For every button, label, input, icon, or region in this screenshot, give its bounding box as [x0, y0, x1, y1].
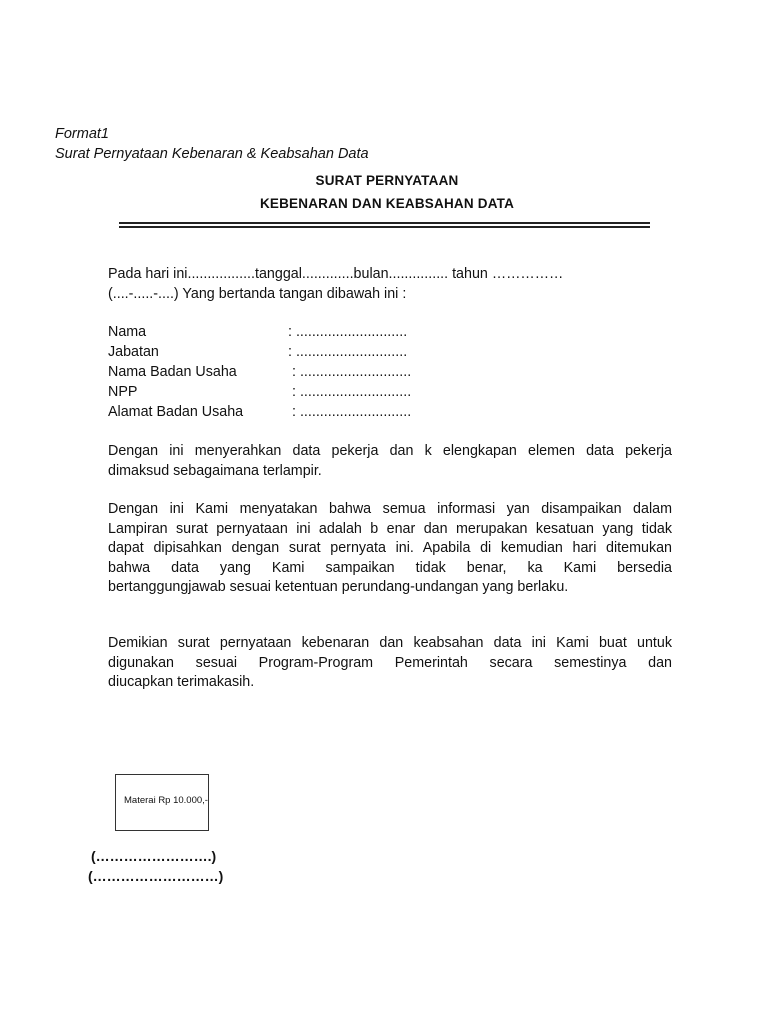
intro-line-1: Pada hari ini.................tanggal.............bulan............... tahun …………… [108, 266, 564, 282]
paragraph-line: dimaksud sebagaimana terlampir. [108, 462, 322, 479]
format-label: Format1 [55, 126, 109, 142]
field-value-npp: : ............................ [292, 384, 412, 400]
paragraph-line: Dengan ini Kami menyatakan bahwa semua informasi yan disampaikan dalam [108, 501, 672, 517]
field-label-alamat-badan-usaha: Alamat Badan Usaha [108, 404, 244, 420]
paragraph-line: bahwa data yang Kami sampaikan tidak benar, ka Kami bersedia [108, 559, 672, 576]
field-label-nama-badan-usaha: Nama Badan Usaha [108, 364, 237, 380]
paragraph-line: Demikian surat pernyataan kebenaran dan keabsahan data ini Kami buat untuk [108, 635, 672, 651]
paragraph-line: dapat dipisahkan dengan surat pernyata ini. Apabila di kemudian hari ditemukan [108, 540, 672, 557]
document-title: SURAT PERNYATAAN [315, 173, 459, 188]
field-label-jabatan: Jabatan [108, 344, 159, 360]
field-value-alamat-badan-usaha: : ............................ [292, 404, 412, 420]
field-value-jabatan: : ............................ [288, 344, 408, 360]
field-label-nama: Nama [108, 324, 147, 340]
title-divider-top [119, 222, 650, 224]
signature-line-1: (…………………….) [91, 848, 217, 864]
paragraph-line: digunakan sesuai Program-Program Pemerintah secara semestinya dan [108, 654, 672, 671]
stamp-duty-label: Materai Rp 10.000,- [124, 795, 208, 806]
field-value-nama: : ............................ [288, 324, 408, 340]
paragraph-line: bertanggungjawab sesuai ketentuan perundang-undangan yang berlaku. [108, 579, 569, 596]
field-value-nama-badan-usaha: : ............................ [292, 364, 412, 380]
field-label-npp: NPP [108, 384, 138, 400]
paragraph-line: Dengan ini menyerahkan data pekerja dan k elengkapan elemen data pekerja [108, 443, 672, 459]
format-subtitle: Surat Pernyataan Kebenaran & Keabsahan Data [55, 146, 369, 162]
paragraph-submission [108, 442, 672, 481]
document-subtitle: KEBENARAN DAN KEABSAHAN DATA [259, 196, 515, 211]
title-divider-bottom [119, 226, 650, 228]
paragraph-closing [108, 634, 672, 693]
signature-line-2: (………………………) [88, 868, 224, 884]
paragraph-line: diucapkan terimakasih. [108, 674, 255, 691]
paragraph-declaration [108, 500, 672, 598]
paragraph-line: Lampiran surat pernyataan ini adalah b enar dan merupakan kesatuan yang tidak [108, 520, 672, 537]
intro-line-2: (....-.....-....) Yang bertanda tangan dibawah ini : [108, 286, 407, 302]
stamp-duty-box [115, 774, 209, 831]
